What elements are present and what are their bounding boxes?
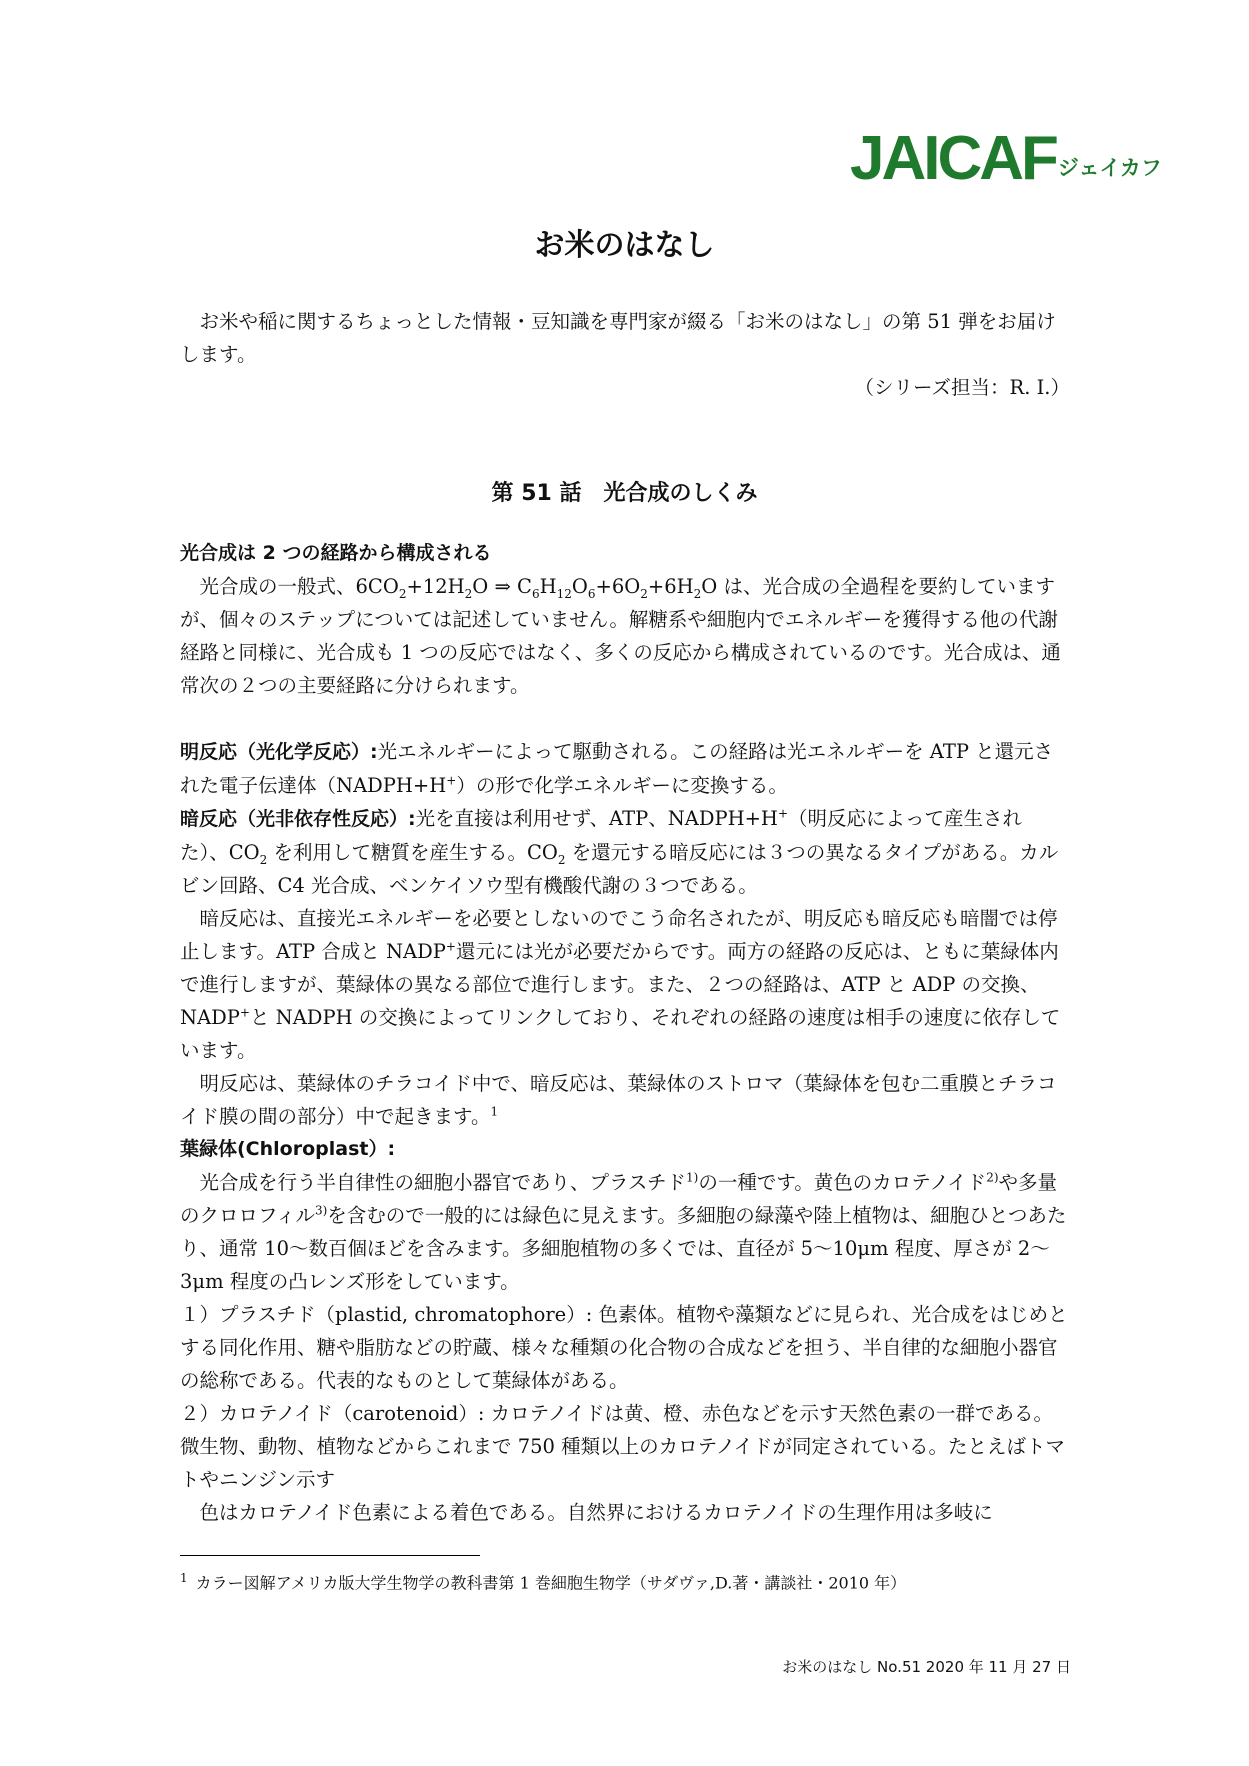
series-credit: （シリーズ担当：R. I.） (854, 376, 1070, 399)
footnote (180, 1565, 1080, 1596)
footnote-text: カラー図解アメリカ版大学生物学の教科書第 1 巻細胞生物学（サダヴァ,D.著・講談社・2010 年） (195, 1573, 907, 1593)
footnote-reference: 1 (490, 1104, 499, 1119)
light-reaction-paragraph: 明反応（光化学反応）:光エネルギーによって駆動される。この経路は光エネルギーを ATP と還元された電子伝達体（NADPH+H+）の形で化学エネルギーに変換する。 (180, 740, 1054, 797)
spacer (180, 702, 1070, 735)
light-reaction-label: 明反応（光化学反応）: (180, 741, 378, 763)
reaction-location-paragraph: 明反応は、葉緑体のチラコイド中で、暗反応は、葉緑体のストロマ（葉緑体を包む二重膜とチラコイド膜の間の部分）中で起きます。$^1$ (180, 1072, 1057, 1128)
note-plastid: １）プラスチド（plastid, chromatophore）: 色素体。植物や藻類などに見られ、光合成をはじめとする同化作用、糖や脂肪などの貯蔵、様々な種類の化合物の合成などを担う、半自律的な細胞小器官の総称である。代表的なものとして葉緑体がある。 (180, 1303, 1068, 1392)
jaicaf-logo (850, 124, 1162, 193)
page-footer: お米のはなし No.51 2020 年 11 月 27 日 (782, 1658, 1071, 1676)
section-heading-pathways: 光合成は 2 つの経路から構成される (180, 542, 492, 564)
logo-wordmark: JAICAF (850, 124, 1056, 193)
main-body (180, 537, 1070, 1529)
footnote-divider (180, 1555, 480, 1556)
note-carotenoid-continued: 色はカロテノイド色素による着色である。自然界におけるカロテノイドの生理作用は多岐に (199, 1501, 993, 1524)
logo-kana: ジェイカフ (1057, 156, 1162, 180)
episode-title: 第 51 話 光合成のしくみ (491, 481, 758, 506)
footnote-number: 1 (180, 1571, 188, 1585)
dark-reaction-paragraph: 暗反応（光非依存性反応）:光を直接は利用せず、ATP、NADPH+H+（明反応によって産生された）、$CO_2$ を利用して糖質を産生する。$CO_2$ を還元する暗反応には３つの異なるタイプがある。カルビン回路、C4 光合成、ベンケイソウ型有機酸代謝の３つである。 (180, 806, 1059, 897)
chloroplast-paragraph: 光合成を行う半自律性の細胞小器官であり、プラスチド$^{1)}$の一種です。黄色のカロテノイド$^{2)}$や多量のクロロフィル$^{3)}$を含むので一般的には緑色に見えます。多細胞の緑藻や陸上植物は、細胞ひとつあたり、通常 10～数百個ほどを含みます。多細胞植物の多くでは、直径が 5～10μm 程度、厚さが 2～3μm 程度の凸レンズ形をしています。 (180, 1170, 1067, 1293)
dark-reaction-explanation: 暗反応は、直接光エネルギーを必要としないのでこう命名されたが、明反応も暗反応も暗闇では停止します。ATP 合成と NADP+還元には光が必要だからです。両方の経路の反応は、ともに葉緑体内で進行しますが、葉緑体の異なる部位で進行します。また、２つの経路は、ATP と ADP の交換、NADP+と NADPH の交換によってリンクしており、それぞれの経路の速度は相手の速度に依存しています。 (180, 907, 1061, 1062)
note-carotenoid: ２）カロテノイド（carotenoid）: カロテノイドは黄、橙、赤色などを示す天然色素の一群である。微生物、動物、植物などからこれまで 750 種類以上のカロテノイドが同定されている。たとえばトマトやニンジン示す (180, 1402, 1065, 1491)
dark-reaction-label: 暗反応（光非依存性反応）: (180, 808, 416, 830)
section-heading-chloroplast: 葉緑体(Chloroplast）: (180, 1138, 396, 1160)
pathways-paragraph: 光合成の一般式、$6CO_2+12H_2O$ ⇒ $C_6H_{12}O_6+6O_2+6H_2O$ は、光合成の全過程を要約していますが、個々のステップについては記述していません。解糖系や細胞内でエネルギーを獲得する他の代謝経路と同様に、光合成も 1 つの反応ではなく、多くの反応から構成されているのです。光合成は、通常次の２つの主要経路に分けられます。 (180, 575, 1061, 697)
intro-text: お米や稲に関するちょっとした情報・豆知識を専門家が綴る「お米のはなし」の第 51 弾をお届けします。 (180, 310, 1056, 366)
document-title: お米のはなし (534, 228, 715, 263)
intro-section (180, 305, 1070, 404)
